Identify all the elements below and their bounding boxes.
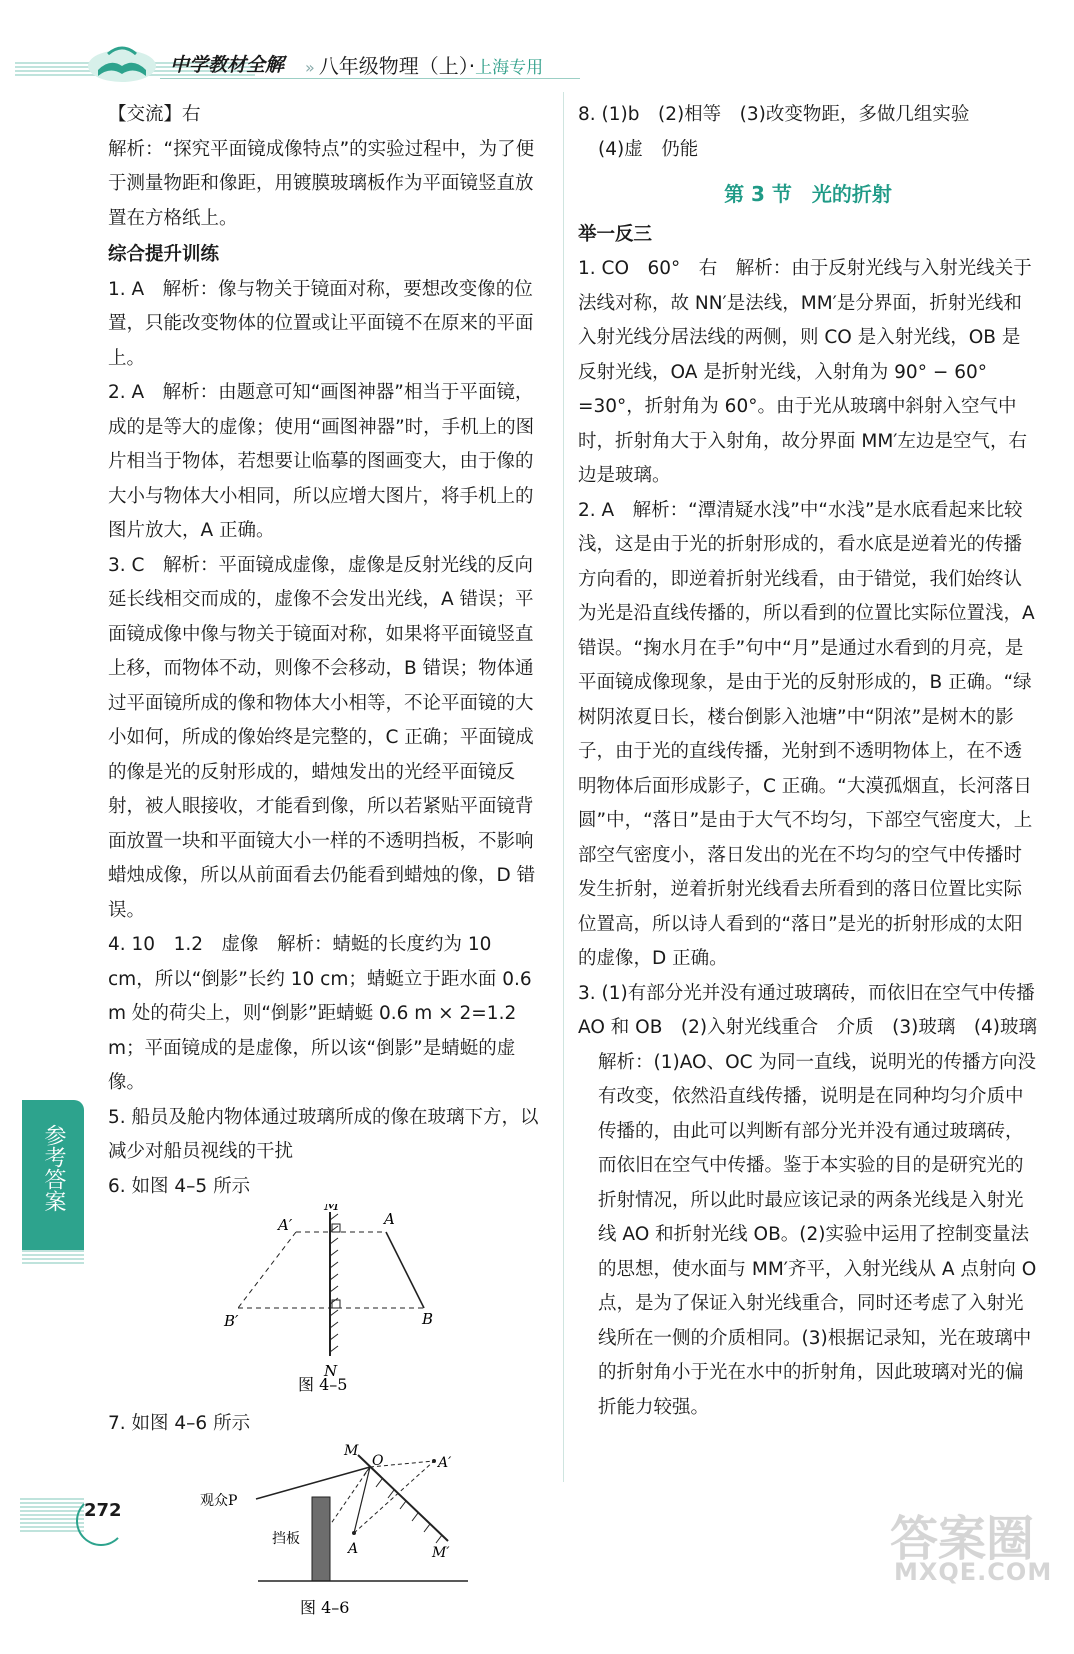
answer-6: 6. 如图 4–5 所示 (108, 1175, 251, 1197)
fig46-caption: 图 4–6 (300, 1598, 350, 1617)
answer-2: 2. A 解析：由题意可知“画图神器”相当于平面镜，成的是等大的虚像；使用“画图神器”时，手机上的图片相当于物体，若想要让临摹的图画变大，由于像的大小与物体大小相同，所以应增大图片，将手机上的图片放大，A 正确。 (108, 382, 535, 541)
fig45-label-A: A (384, 1210, 395, 1228)
section-title: 第 3 节 光的折射 (724, 182, 892, 206)
side-tab (22, 1100, 84, 1250)
answer-8-cont: (4)虚 仍能 (598, 138, 699, 160)
page-number-stripe (20, 1498, 84, 1532)
refraction-answer-1: 1. CO 60° 右 解析：由于反射光线与入射光线关于法线对称，故 NN′是法线，MM′是分界面，折射光线和入射光线分居法线的两侧，则 CO 是入射光线，OB 是反射光线，OA 是折射光线，入射角为 90° − 60° =30°，折射角为 60°。由于光从玻璃中斜射入空气中时，折射角大于入射角，故分界面 MM′左边是空气，右边是玻璃。 (578, 258, 1032, 486)
header-rule (160, 78, 580, 79)
page-header (0, 0, 1074, 90)
answer-3: 3. C 解析：平面镜成虚像，虚像是反射光线的反向延长线相交而成的，虚像不会发出光线，A 错误；平面镜成像中像与物关于镜面对称，如果将平面镜竖直上移，而物体不动，则像不会移动，B 错误；物体通过平面镜所成的像和物体大小相等，不论平面镜的大小如何，所成的像始终是完整的，C 正确；平面镜成的像是光的反射形成的，蜡烛发出的光经平面镜反射，被人眼接收，才能看到像，所以若紧贴平面镜背面放置一块和平面镜大小一样的不透明挡板，不影响蜡烛成像，所以从前面看去仍能看到蜡烛的像，D 错误。 (108, 554, 536, 921)
answer-4: 4. 10 1.2 虚像 解析：蜻蜓的长度约为 10 cm，所以“倒影”长约 10 cm；蜻蜓立于距水面 0.6 m 处的荷尖上，则“倒影”距蜻蜓 0.6 m × 2=1.2 m；平面镜成的是虚像，所以该“倒影”是蜻蜓的虚像。 (108, 934, 532, 1093)
fig46-label-M: M (344, 1443, 359, 1459)
answer-8: 8. (1)b (2)相等 (3)改变物距，多做几组实验 (578, 104, 970, 125)
fig46-label-P: 观众P (200, 1493, 238, 1509)
refraction-answer-3: 3. (1)有部分光并没有通过玻璃砖，而依旧在空气中传播 AO 和 OB (2)入射光线重合 介质 (3)玻璃 (4)玻璃 (578, 982, 1054, 1038)
side-stripe (22, 1250, 84, 1264)
section-heading: 综合提升训练 (108, 244, 220, 265)
watermark-url: MXQE.COM (894, 1558, 1053, 1586)
answer-5: 5. 船员及舱内物体通过玻璃所成的像在玻璃下方，以减少对船员视线的干扰 (108, 1106, 539, 1162)
subsection-heading: 举一反三 (578, 223, 653, 245)
fig45-label-N: N (324, 1362, 338, 1380)
page-number: 272 (84, 1500, 122, 1521)
watermark-logo: 答案圈 (890, 1511, 1035, 1567)
figure-4-6 (108, 1441, 542, 1641)
column-divider (563, 92, 564, 1482)
left-column (108, 98, 542, 1654)
fig46-label-A1: A′ (438, 1455, 452, 1471)
book-logo-icon (84, 40, 160, 84)
fig46-label-board: 挡板 (272, 1531, 300, 1547)
refraction-answer-2: 2. A 解析：“潭清疑水浅”中“水浅”是水底看起来比较浅，这是由于光的折射形成的，看水底是逆着光的传播方向看的，即逆着折射光线看，由于错觉，我们始终认为光是沿直线传播的，所以看到的位置比实际位置浅，A 错误。“掬水月在手”句中“月”是通过水看到的月亮，是平面镜成像现象，是由于光的反射形成的，B 正确。“绿树阴浓夏日长，楼台倒影入池塘”中“阴浓”是树木的影子，由于光的直线传播，光射到不透明物体上，在不透明物体后面形成影子，C 正确。“大漠孤烟直，长河落日圆”中，“落日”是由于大气不均匀，下部空气密度大，上部空气密度小，落日发出的光在不均匀的空气中传播时发生折射，逆着折射光线看去所看到的落日位置比实际位置高，所以诗人看到的“落日”是光的折射形成的太阳的虚像，D 正确。 (578, 499, 1035, 969)
right-column (578, 98, 1054, 1425)
fig45-label-B1: B′ (224, 1312, 239, 1330)
double-chevron-icon: » (305, 58, 315, 77)
fig45-label-A1: A′ (278, 1216, 293, 1234)
answer-7: 7. 如图 4–6 所示 (108, 1412, 251, 1434)
book-subtitle: » 八年级物理（上）·上海专用 (305, 54, 544, 78)
fig46-label-O: O (372, 1453, 384, 1469)
fig45-label-M: M (324, 1204, 340, 1214)
side-tab-label: 参考答案 (41, 1124, 66, 1212)
watermark (880, 1500, 1060, 1596)
fig46-label-A: A (348, 1541, 359, 1557)
answer-1: 1. A 解析：像与物关于镜面对称，要想改变像的位置，只能改变物体的位置或让平面镜不在原来的平面上。 (108, 278, 534, 369)
refraction-answer-3-explanation: 解析：(1)AO、OC 为同一直线，说明光的传播方向没有改变，依然沿直线传播，说明是在同种均匀介质中传播的，由此可以判断有部分光并没有通过玻璃砖，而依旧在空气中传播。鉴于本实验的目的是研究光的折射情况，所以此时最应该记录的两条光线是入射光线 AO 和折射光线 OB。(2)实验中运用了控制变量法的思想，使水面与 MM′齐平，入射光线从 A 点射向 O 点，是为了保证入射光线重合，同时还考虑了入射光线所在一侧的介质相同。(3)根据记录知，光在玻璃中的折射角小于光在水中的折射角，因此玻璃对光的偏折能力较强。 (598, 1051, 1037, 1418)
exchange-explanation: 解析：“探究平面镜成像特点”的实验过程中，为了便于测量物距和像距，用镀膜玻璃板作为平面镜竖直放置在方格纸上。 (108, 138, 535, 229)
book-title: 中学教材全解 (170, 54, 285, 76)
exchange-answer: 【交流】右 (108, 104, 201, 125)
fig45-caption: 图 4–5 (298, 1375, 348, 1394)
figure-4-5 (108, 1204, 542, 1394)
fig45-label-B: B (422, 1310, 434, 1328)
fig46-label-M1: M′ (432, 1545, 450, 1561)
